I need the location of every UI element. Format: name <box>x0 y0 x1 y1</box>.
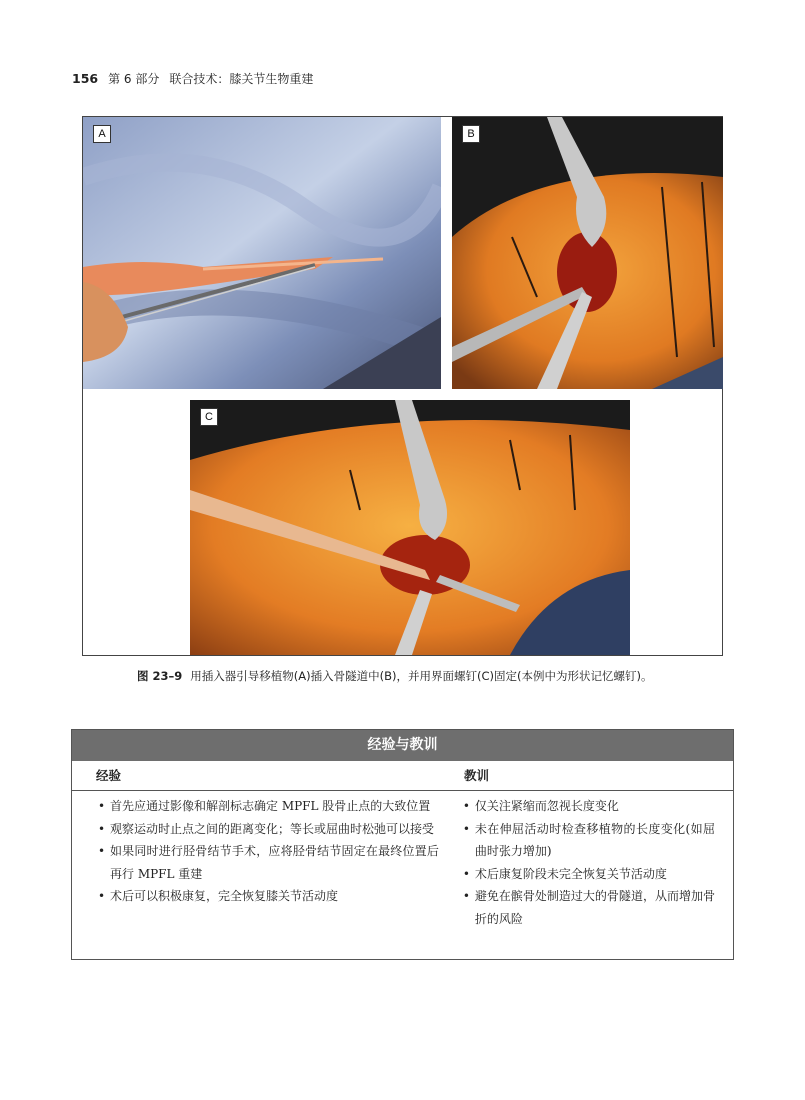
section-label: 第 6 部分 <box>108 72 160 86</box>
photo-panel-c <box>190 400 630 655</box>
photo-panel-a <box>83 117 441 389</box>
running-head <box>72 70 313 87</box>
box-title: 经验与教训 <box>72 730 733 761</box>
figure-number: 图 23–9 <box>137 669 183 683</box>
column-headings <box>72 761 733 791</box>
panel-label-b: B <box>462 125 480 143</box>
pitfalls-heading: 教训 <box>464 768 490 783</box>
list-item: • 首先应通过影像和解剖标志确定 MPFL 股骨止点的大致位置 <box>98 795 439 818</box>
figure-23-9 <box>82 116 723 656</box>
surgical-photo-interface-screw-icon <box>190 400 630 655</box>
surgical-photo-bone-tunnel-icon <box>452 117 723 389</box>
pearls-heading: 经验 <box>96 768 122 783</box>
pearls-list <box>72 795 451 930</box>
list-item: • 未在伸屈活动时检查移植物的长度变化(如屈曲时张力增加) <box>463 818 715 863</box>
surgical-photo-inserter-graft-icon <box>83 117 441 389</box>
list-item: • 仅关注紧缩而忽视长度变化 <box>463 795 715 818</box>
list-item: • 术后康复阶段未完全恢复关节活动度 <box>463 863 715 886</box>
list-item: • 术后可以积极康复，完全恢复膝关节活动度 <box>98 885 439 908</box>
figure-caption <box>137 668 652 684</box>
chapter-title: 联合技术：膝关节生物重建 <box>169 72 314 86</box>
list-item: • 如果同时进行胫骨结节手术，应将胫骨结节固定在最终位置后再行 MPFL 重建 <box>98 840 439 885</box>
photo-panel-b <box>452 117 723 389</box>
list-item: • 避免在髌骨处制造过大的骨隧道，从而增加骨折的风险 <box>463 885 715 930</box>
pearls-pitfalls-box <box>71 729 734 960</box>
panel-label-c: C <box>200 408 218 426</box>
list-item: • 观察运动时止点之间的距离变化；等长或屈曲时松弛可以接受 <box>98 818 439 841</box>
pitfalls-list <box>451 795 733 930</box>
page-number: 156 <box>72 71 99 86</box>
figure-caption-text: 用插入器引导移植物(A)插入骨隧道中(B)，并用界面螺钉(C)固定(本例中为形状记忆螺钉)。 <box>190 669 653 683</box>
panel-label-a: A <box>93 125 111 143</box>
